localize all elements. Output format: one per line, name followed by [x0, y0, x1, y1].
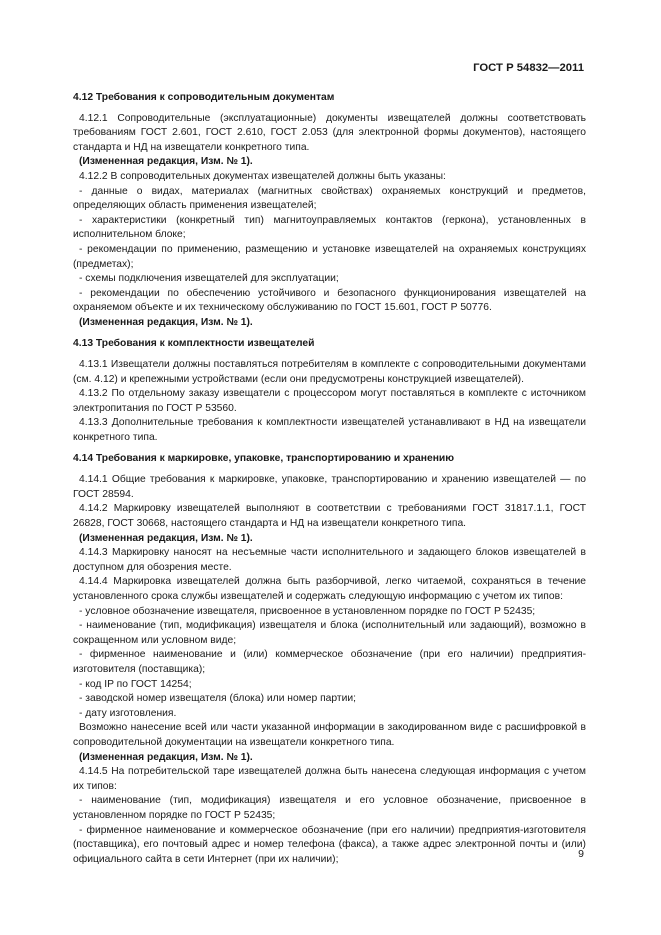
- list-item: - наименование (тип, модификация) извещателя и его условное обозначение, присвоенное в установленном порядке по ГОСТ Р 52435;: [73, 795, 586, 821]
- paragraph: 4.13.1 Извещатели должны поставляться потребителям в комплекте с сопроводительными документами (см. 4.12) и крепежными устройствами (если они предусмотрены конструкцией извещателей).: [73, 359, 586, 385]
- list-item: - рекомендации по обеспечению устойчивого и безопасного функционирования извещателей на охраняемом объекте и их техническому обслуживанию по ГОСТ 15.601, ГОСТ Р 50776.: [73, 287, 586, 314]
- paragraph: 4.14.2 Маркировку извещателей выполняют в соответствии с требованиями ГОСТ 31817.1.1, ГОСТ 26828, ГОСТ 30668, настоящего стандарта и НД на извещатели конкретного типа.: [73, 503, 586, 530]
- paragraph: 4.14.1 Общие требования к маркировке, упаковке, транспортированию и хранению извещателей — по ГОСТ 28594.: [73, 474, 586, 500]
- amendment-note: (Измененная редакция, Изм. № 1).: [79, 316, 253, 328]
- paragraph: 4.13.3 Дополнительные требования к комплектности извещателей устанавливают в НД на извещатели конкретного типа.: [73, 417, 586, 444]
- list-item: - заводской номер извещателя (блока) или номер партии;: [79, 693, 356, 705]
- list-item: - фирменное наименование и (или) коммерческое обозначение (при его наличии) предприятия-изготовителя (поставщика);: [73, 649, 586, 675]
- list-item: - данные о видах, материалах (магнитных свойствах) охраняемых конструкций и предметов, определяющих область применения извещателей;: [73, 185, 586, 212]
- section-title-4-12: 4.12 Требования к сопроводительным документам: [73, 92, 335, 103]
- paragraph: Возможно нанесение всей или части указанной информации в закодированном виде с расшифровкой в сопроводительной документации на извещатели конкретного типа.: [73, 722, 586, 748]
- page-number: 9: [578, 848, 584, 860]
- list-item: - фирменное наименование и коммерческое обозначение (при его наличии) предприятия-изготовителя (поставщика), его почтовый адрес и номер телефона (факса), а также адрес электронной почты и (или) официального сайта в сети Интернет (при их наличии);: [73, 824, 586, 865]
- amendment-note: (Измененная редакция, Изм. № 1).: [79, 751, 253, 763]
- list-item: - рекомендации по применению, размещению и установке извещателей на охраняемых конструкциях (предметах);: [73, 243, 586, 270]
- paragraph: 4.14.5 На потребительской таре извещателей должна быть нанесена следующая информация с учетом их типов:: [73, 766, 586, 792]
- list-item: - код IP по ГОСТ 14254;: [79, 678, 192, 690]
- list-item: - схемы подключения извещателей для эксплуатации;: [79, 273, 339, 285]
- list-item: - условное обозначение извещателя, присвоенное в установленном порядке по ГОСТ Р 52435;: [79, 605, 536, 617]
- section-title-4-14: 4.14 Требования к маркировке, упаковке, транспортированию и хранению: [73, 452, 455, 464]
- paragraph: 4.12.1 Сопроводительные (эксплуатационные) документы извещателей должны соответствовать требованиям ГОСТ 2.601, ГОСТ 2.610, ГОСТ 2.053 (для электронной формы документов), настоящего стандарта и НД на извещатели конкретного типа.: [73, 112, 586, 153]
- list-item: - наименование (тип, модификация) извещателя и блока (исполнительный или задающий), возможно в сокращенном или условном виде;: [73, 620, 586, 646]
- amendment-note: (Измененная редакция, Изм. № 1).: [79, 532, 253, 544]
- paragraph: 4.14.3 Маркировку наносят на несъемные части исполнительного и задающего блоков извещателей в доступном для обозрения месте.: [73, 547, 586, 573]
- paragraph: 4.14.4 Маркировка извещателей должна быть разборчивой, легко читаемой, сохраняться в течение установленного срока службы извещателей и содержать следующую информацию с учетом их типов:: [73, 576, 586, 602]
- section-title-4-13: 4.13 Требования к комплектности извещателей: [73, 337, 315, 349]
- paragraph: 4.13.2 По отдельному заказу извещатели с процессором могут поставляться в комплекте с источником электропитания по ГОСТ Р 53560.: [73, 388, 586, 414]
- list-item: - дату изготовления.: [79, 707, 177, 719]
- page-body: [73, 91, 586, 867]
- document-code-header: ГОСТ Р 54832—2011: [473, 62, 584, 74]
- list-item: - характеристики (конкретный тип) магнитоуправляемых контактов (геркона), установленных в исполнительном блоке;: [73, 214, 586, 241]
- amendment-note: (Измененная редакция, Изм. № 1).: [79, 156, 253, 168]
- paragraph: 4.12.2 В сопроводительных документах извещателей должны быть указаны:: [79, 170, 446, 182]
